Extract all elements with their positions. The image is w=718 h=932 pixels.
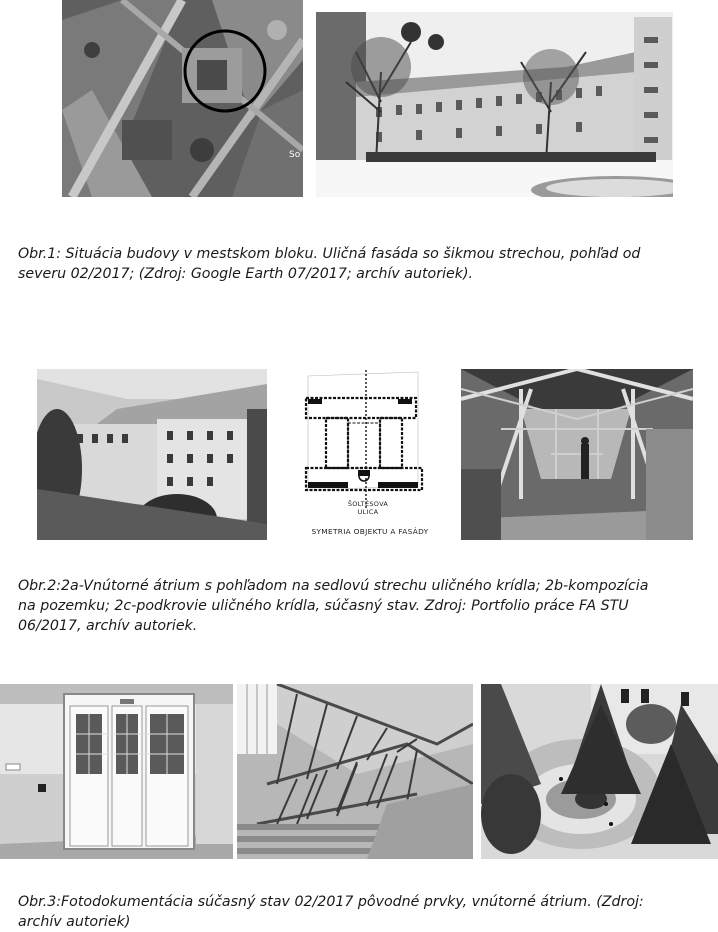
caption-line: Obr.1: Situácia budovy v mestskom bloku. Uličná fasáda so šikmou strechou, pohľad od bbox=[18, 246, 641, 262]
floor-plan-drawing bbox=[298, 368, 438, 540]
figure1-caption bbox=[18, 244, 718, 284]
plan-symmetry-label: SYMETRIA OBJEKTU A FASÁDY bbox=[311, 527, 429, 536]
aerial-map-photo bbox=[62, 0, 303, 197]
atrium-roof-photo bbox=[37, 369, 267, 540]
caption-line: Obr.2:2a-Vnútorné átrium s pohľadom na sedlovú strechu uličného krídla; 2b-kompozícia bbox=[18, 578, 649, 594]
map-overlay-text: So bbox=[289, 150, 301, 160]
figure3-caption bbox=[18, 892, 718, 932]
courtyard-photo bbox=[481, 684, 718, 859]
plan-street-label: ŠOLTÉSOVA ULICA bbox=[347, 500, 389, 516]
caption-line: severu 02/2017; (Zdroj: Google Earth 07/2017; archív autoriek). bbox=[18, 266, 473, 282]
staircase-photo bbox=[237, 684, 473, 859]
street-facade-photo bbox=[316, 12, 673, 197]
caption-line: Obr.3:Fotodokumentácia súčasný stav 02/2017 pôvodné prvky, vnútorné átrium. (Zdroj: bbox=[18, 894, 644, 910]
attic-photo bbox=[461, 369, 693, 540]
figure2-caption bbox=[18, 576, 718, 636]
original-door-photo bbox=[0, 684, 233, 859]
caption-line: na pozemku; 2c-podkrovie uličného krídla, súčasný stav. Zdroj: Portfolio práce FA STU bbox=[18, 598, 629, 614]
caption-line: 06/2017, archív autoriek. bbox=[18, 618, 198, 634]
caption-line: archív autoriek) bbox=[18, 914, 131, 930]
